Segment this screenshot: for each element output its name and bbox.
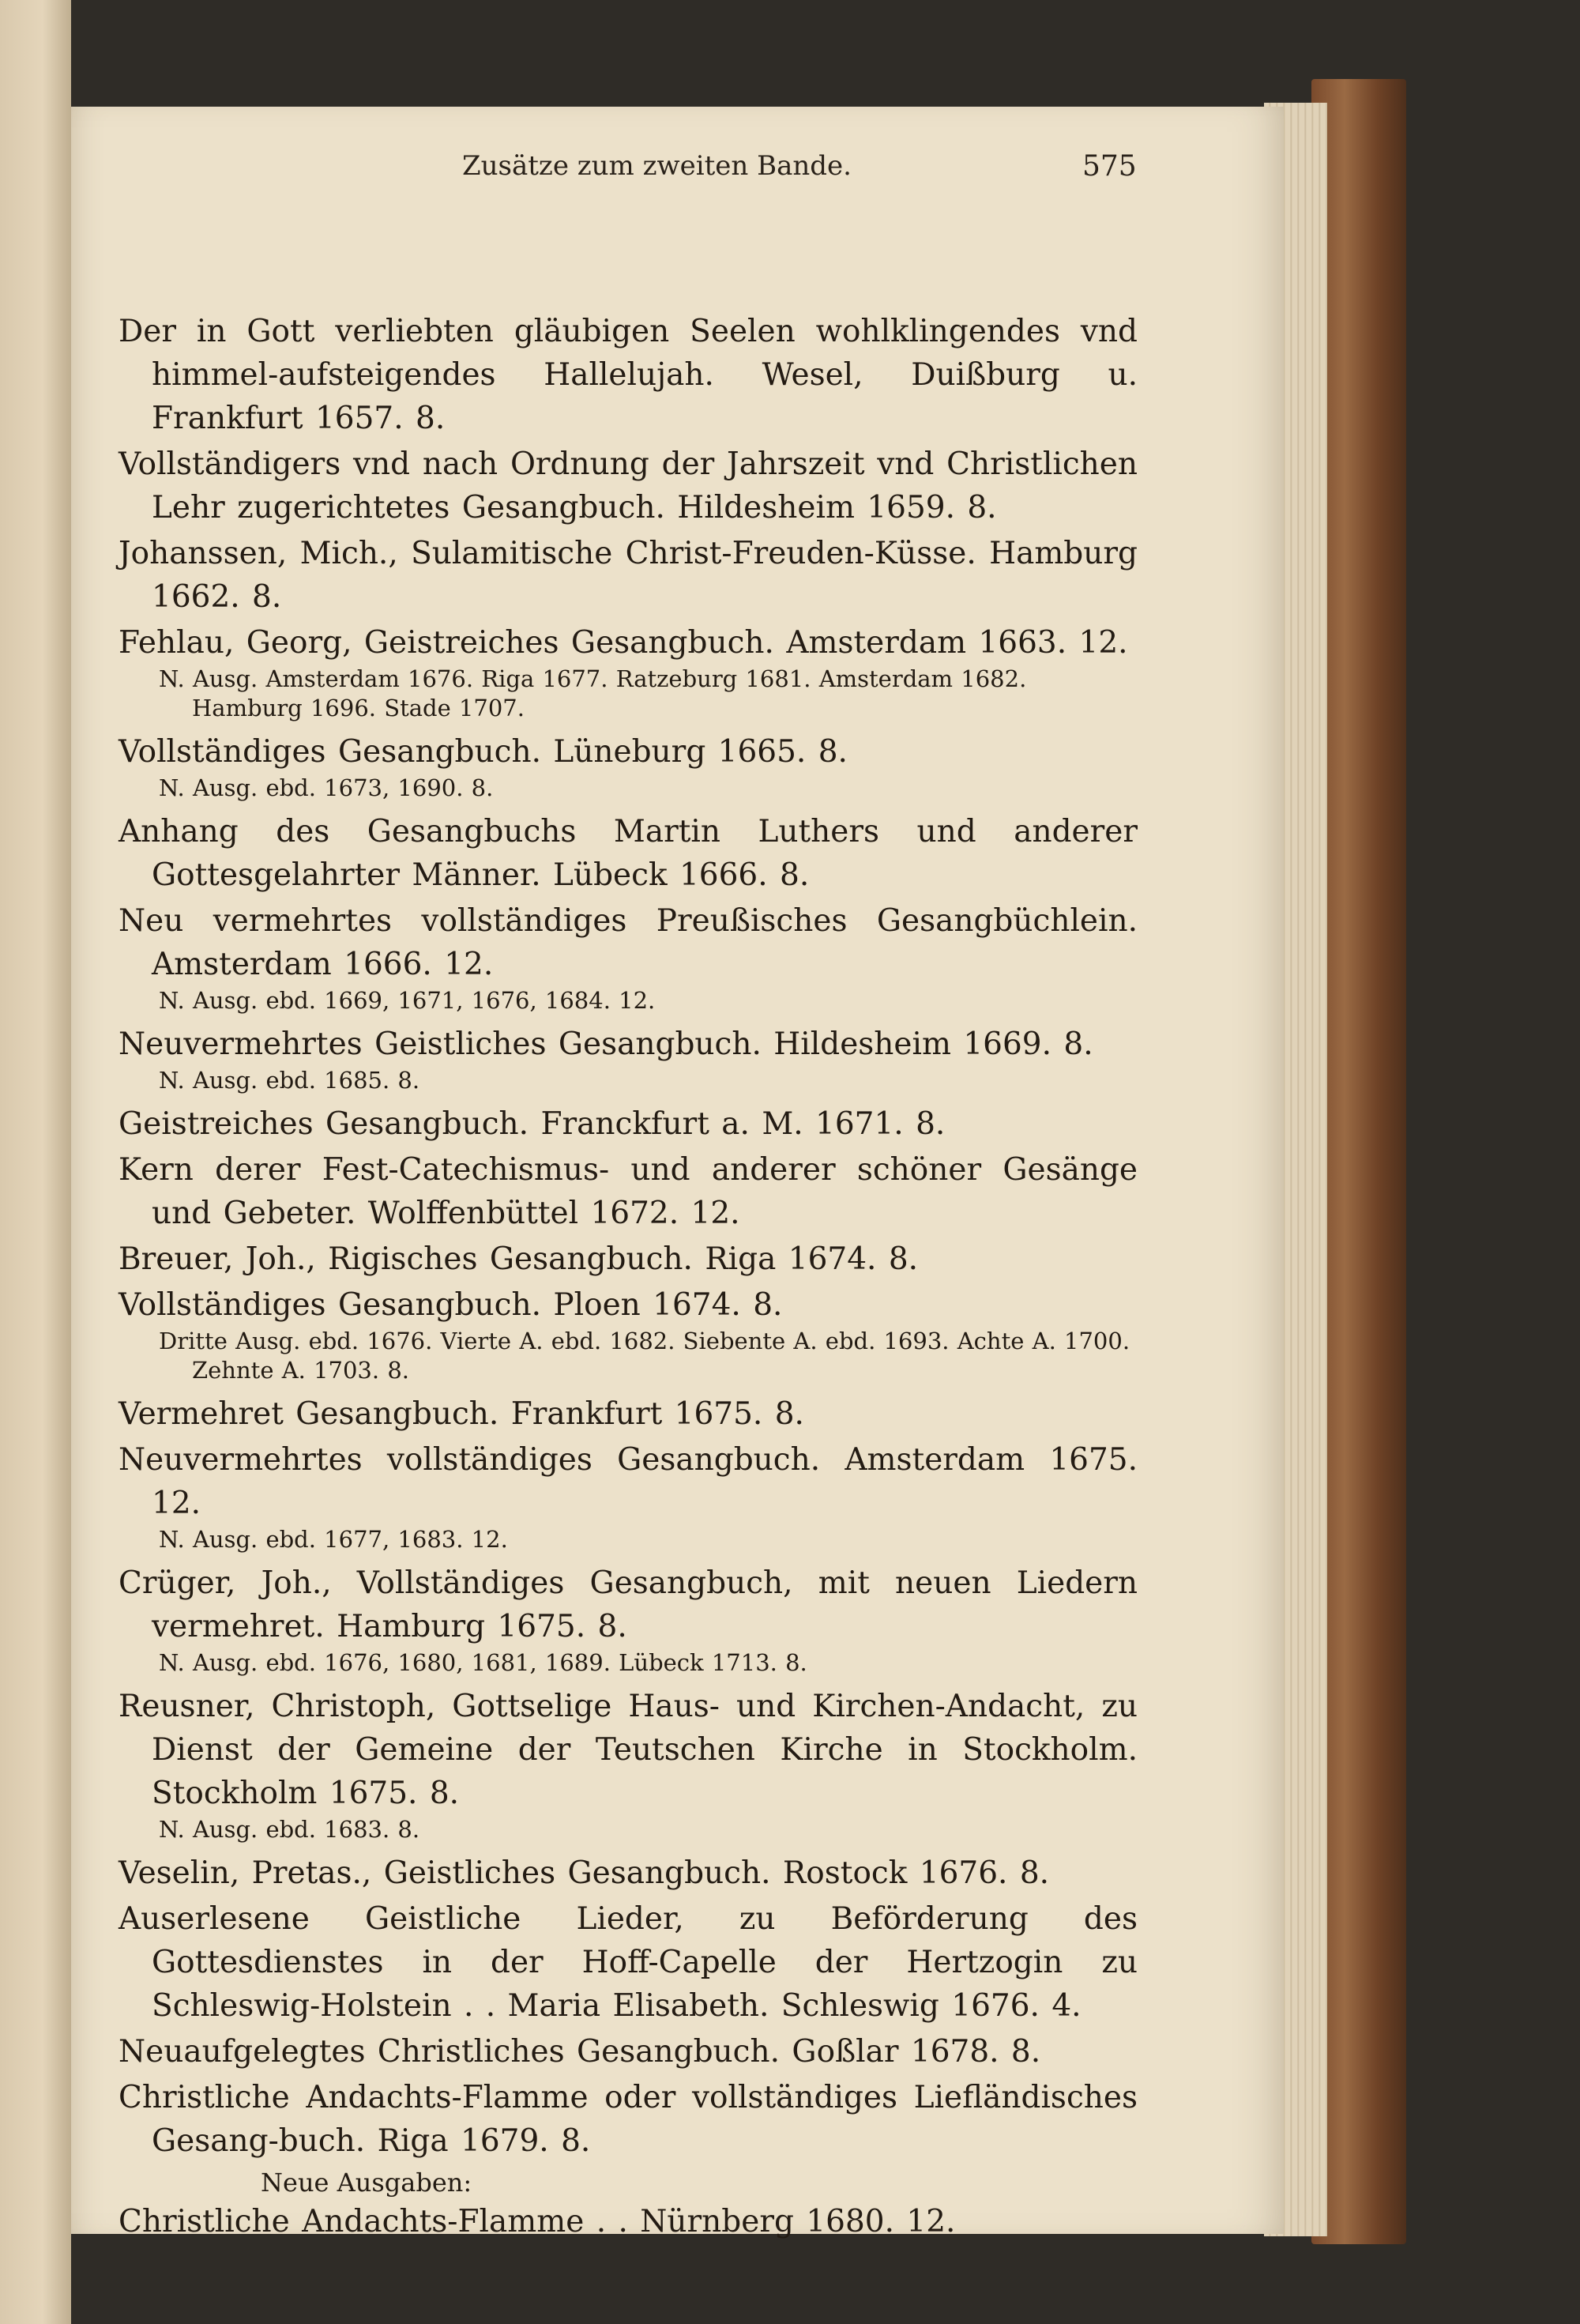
bibliography-entry: Neu vermehrtes vollständiges Preußisches Gesangbüchlein. Amsterdam 1666. 12. bbox=[118, 903, 1138, 982]
edition-note: N. Ausg. ebd. 1683. 8. bbox=[159, 1816, 420, 1843]
bibliography-entry: Auserlesene Geistliche Lieder, zu Beförderung des Gottesdienstes in der Hoff-Capelle der Hertzogin zu Schleswig-Holstein . . Maria Elisabeth. Schleswig 1676. 4. bbox=[118, 1901, 1138, 2024]
bibliography-entry: Breuer, Joh., Rigisches Gesangbuch. Riga 1674. 8. bbox=[118, 1241, 919, 1277]
bibliography-entry: Christliche Andachts-Flamme oder vollständiges Liefländisches Gesang-buch. Riga 1679. 8. bbox=[118, 2080, 1138, 2159]
edition-note: N. Ausg. ebd. 1677, 1683. 12. bbox=[159, 1526, 508, 1553]
bibliography-entry: Vermehret Gesangbuch. Frankfurt 1675. 8. bbox=[118, 1396, 804, 1432]
bibliography-entry: Vollständiges Gesangbuch. Ploen 1674. 8. bbox=[118, 1287, 783, 1323]
left-page-edge bbox=[0, 0, 71, 2324]
bibliography-entry: Neuvermehrtes Geistliches Gesangbuch. Hildesheim 1669. 8. bbox=[118, 1026, 1093, 1062]
bibliography-entry: Vollständiges Gesangbuch. Lüneburg 1665. 8. bbox=[118, 734, 848, 770]
bibliography-list bbox=[118, 310, 1138, 2246]
edition-note: N. Ausg. ebd. 1673, 1690. 8. bbox=[159, 774, 494, 801]
running-head: Zusätze zum zweiten Bande. bbox=[462, 150, 852, 182]
bibliography-entry: Neuaufgelegtes Christliches Gesangbuch. Goßlar 1678. 8. bbox=[118, 2034, 1041, 2070]
bibliography-entry: Neuvermehrtes vollständiges Gesangbuch. Amsterdam 1675. 12. bbox=[118, 1442, 1138, 1521]
page-header bbox=[71, 150, 1284, 198]
page-number: 575 bbox=[1082, 150, 1137, 183]
bibliography-entry: Fehlau, Georg, Geistreiches Gesangbuch. Amsterdam 1663. 12. bbox=[118, 625, 1128, 661]
bibliography-entry: Geistreiches Gesangbuch. Franckfurt a. M. 1671. 8. bbox=[118, 1106, 946, 1142]
bibliography-entry: Vollständigers vnd nach Ordnung der Jahrszeit vnd Christlichen Lehr zugerichtetes Gesangbuch. Hildesheim 1659. 8. bbox=[118, 446, 1138, 525]
edition-note: N. Ausg. ebd. 1669, 1671, 1676, 1684. 12. bbox=[159, 987, 656, 1014]
edition-note: N. Ausg. ebd. 1676, 1680, 1681, 1689. Lübeck 1713. 8. bbox=[159, 1649, 807, 1676]
edition-note: Dritte Ausg. ebd. 1676. Vierte A. ebd. 1682. Siebente A. ebd. 1693. Achte A. 1700. Zehnte A. 1703. 8. bbox=[159, 1328, 1130, 1384]
bibliography-entry: Crüger, Joh., Vollständiges Gesangbuch, mit neuen Liedern vermehret. Hamburg 1675. 8. bbox=[118, 1565, 1138, 1644]
bibliography-entry: Christliche Andachts-Flamme . . Nürnberg 1680. 12. bbox=[118, 2204, 956, 2239]
bibliography-entry: Veselin, Pretas., Geistliches Gesangbuch. Rostock 1676. 8. bbox=[118, 1855, 1050, 1891]
bibliography-entry: Kern derer Fest-Catechismus- und anderer schöner Gesänge und Gebeter. Wolffenbüttel 1672. 12. bbox=[118, 1152, 1138, 1231]
bibliography-entry: Der in Gott verliebten gläubigen Seelen wohlklingendes vnd himmel-aufsteigendes Hallelujah. Wesel, Duißburg u. Frankfurt 1657. 8. bbox=[118, 314, 1138, 436]
bibliography-entry: Anhang des Gesangbuchs Martin Luthers und anderer Gottesgelahrter Männer. Lübeck 1666. 8. bbox=[118, 814, 1138, 893]
edition-note: N. Ausg. ebd. 1685. 8. bbox=[159, 1067, 420, 1094]
bibliography-entry: Johanssen, Mich., Sulamitische Christ-Freuden-Küsse. Hamburg 1662. 8. bbox=[118, 536, 1138, 615]
edition-note: N. Ausg. Amsterdam 1676. Riga 1677. Ratzeburg 1681. Amsterdam 1682. Hamburg 1696. Stade 1707. bbox=[159, 665, 1027, 721]
bibliography-entry: Reusner, Christoph, Gottselige Haus- und Kirchen-Andacht, zu Dienst der Gemeine der Teutschen Kirche in Stockholm. Stockholm 1675. 8. bbox=[118, 1689, 1138, 1811]
subsection-heading: Neue Ausgaben: bbox=[261, 2168, 472, 2198]
